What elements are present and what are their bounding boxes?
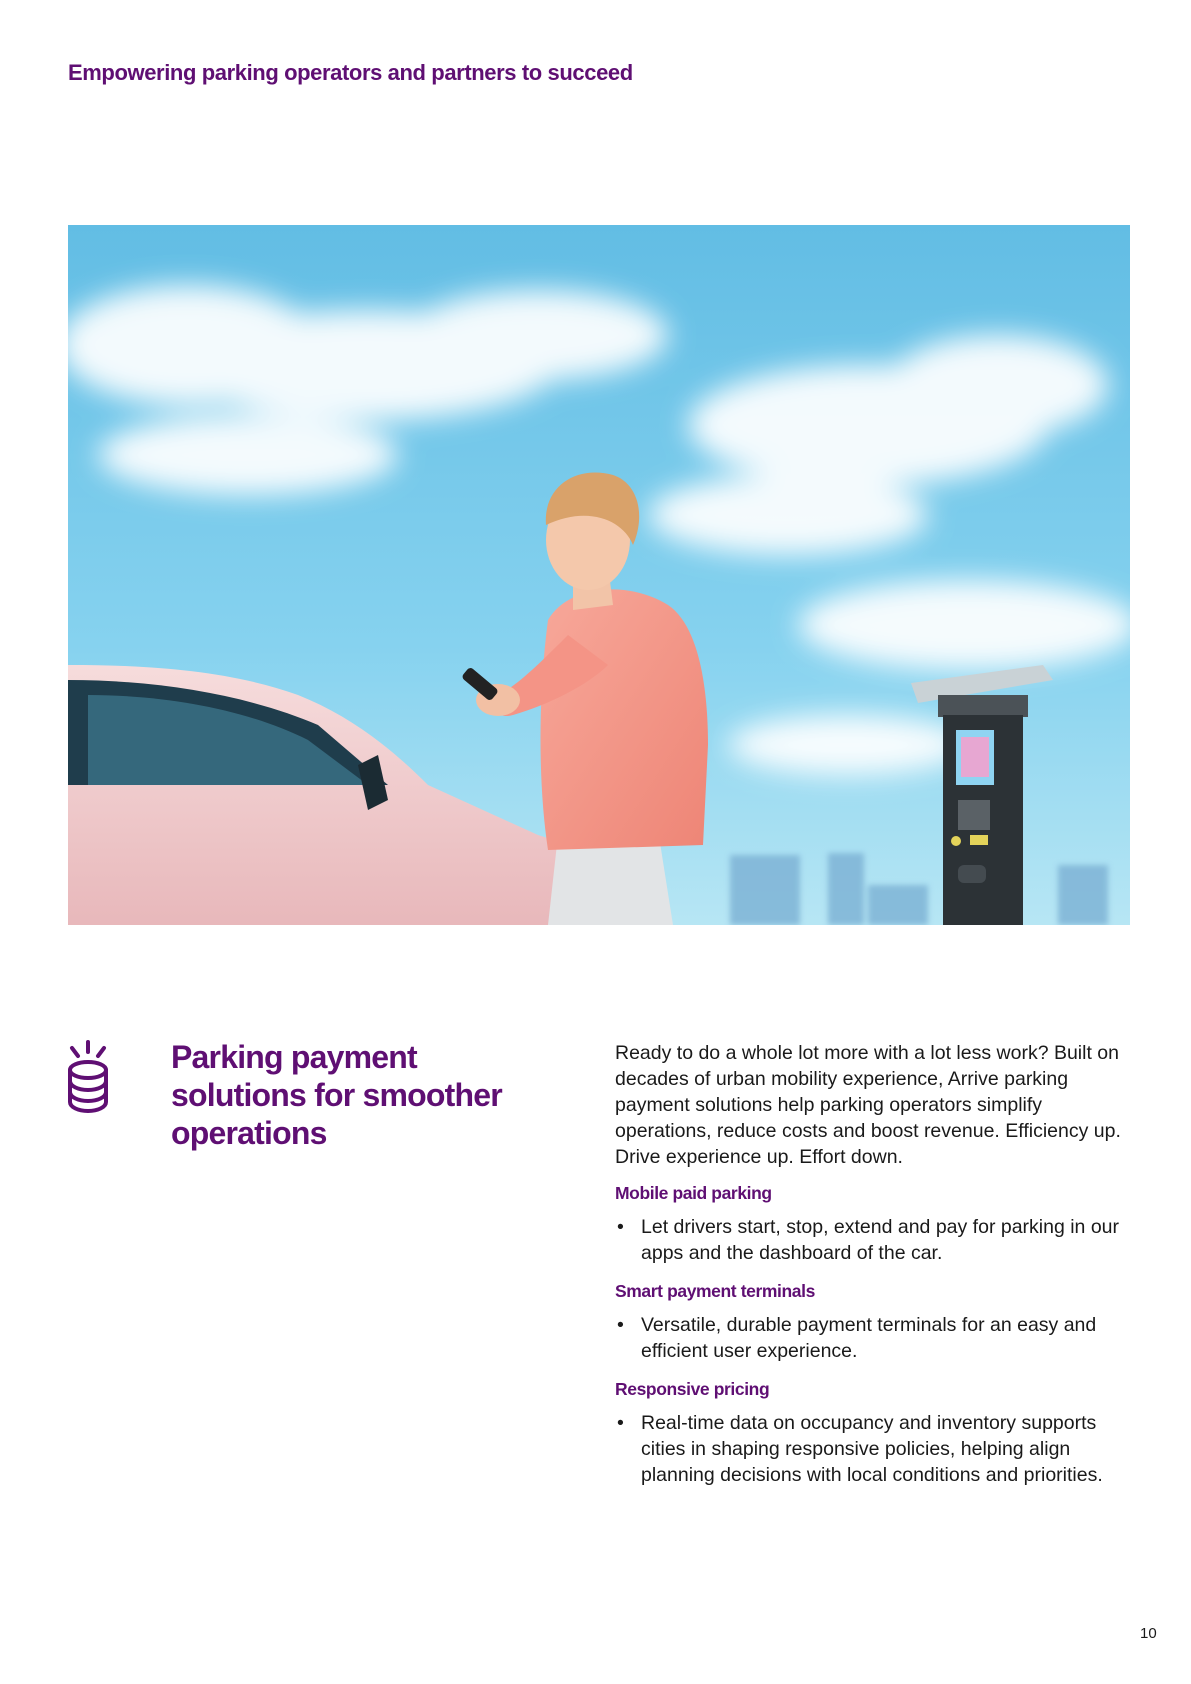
feature-list-terminals [615,1312,1130,1364]
intro-paragraph: Ready to do a whole lot more with a lot less work? Built on decades of urban mobility experience, Arrive parking payment solutions help parking operators simplify operations, reduce costs and boost revenue. Efficiency up. Drive experience up. Effort down. [615,1042,1121,1168]
list-item: • Real-time data on occupancy and inventory supports cities in shaping responsive policies, helping align planning decisions with local conditions and priorities. [617,1412,1103,1486]
section-body [615,1040,1130,1502]
feature-title-mobile: Mobile paid parking [615,1183,772,1203]
section-heading: Parking payment solutions for smoother operations [171,1039,502,1151]
feature-title-terminals: Smart payment terminals [615,1281,815,1301]
page-header-title: Empowering parking operators and partners to succeed [68,60,633,85]
list-item: • Let drivers start, stop, extend and pay for parking in our apps and the dashboard of the car. [617,1216,1120,1264]
coin-stack-icon [64,1040,112,1116]
feature-list-mobile [615,1214,1130,1266]
feature-title-pricing: Responsive pricing [615,1379,770,1399]
list-item: • Versatile, durable payment terminals for an easy and efficient user experience. [617,1314,1097,1362]
feature-list-pricing [615,1410,1130,1488]
hero-photo [68,225,1130,925]
page-number: 10 [1140,1625,1157,1642]
hero-illustration [68,225,1130,925]
